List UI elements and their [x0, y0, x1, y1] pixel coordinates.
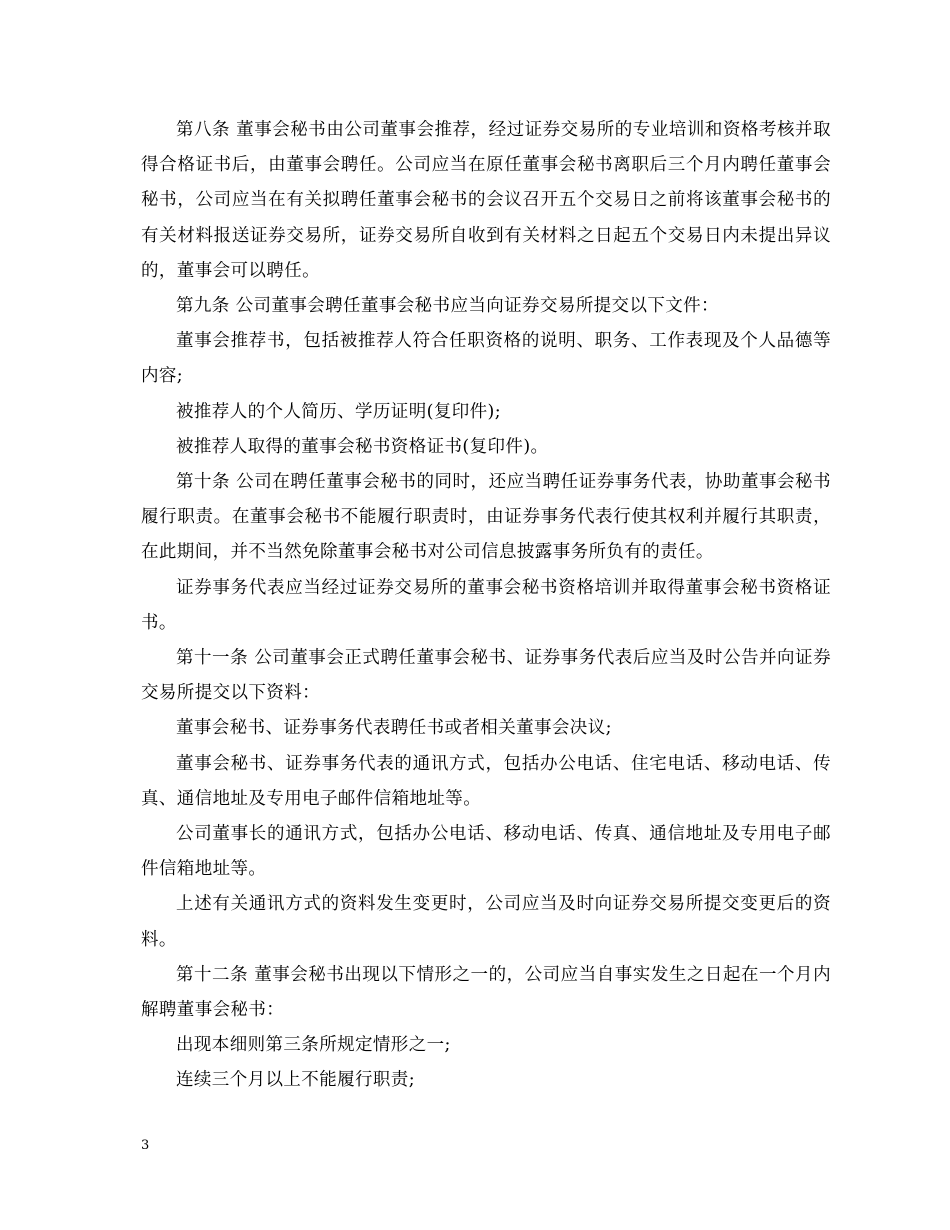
paragraph-qualification-certificate: 被推荐人取得的董事会秘书资格证书(复印件)。: [176, 436, 549, 457]
paragraph-contact-chairman: 公司董事长的通讯方式，包括办公电话、移动电话、传真、通信地址及专用电子邮件信箱地址等。: [141, 824, 831, 880]
paragraph-article-11: 第十一条 公司董事会正式聘任董事会秘书、证券事务代表后应当及时公告并向证券交易所提交以下资料：: [141, 648, 831, 704]
document-body: [141, 113, 831, 1099]
paragraph-contact-change: 上述有关通讯方式的资料发生变更时，公司应当及时向证券交易所提交变更后的资料。: [141, 894, 831, 950]
paragraph-article-10: 第十条 公司在聘任董事会秘书的同时，还应当聘任证券事务代表，协助董事会秘书履行职责。在董事会秘书不能履行职责时，由证券事务代表行使其权利并履行其职责，在此期间，并不当然免除董事会秘书对公司信息披露事务所负有的责任。: [141, 472, 831, 563]
paragraph-securities-representative: 证券事务代表应当经过证券交易所的董事会秘书资格培训并取得董事会秘书资格证书。: [141, 577, 831, 633]
paragraph-contact-secretary: 董事会秘书、证券事务代表的通讯方式，包括办公电话、住宅电话、移动电话、传真、通信地址及专用电子邮件信箱地址等。: [141, 753, 831, 809]
page-number: 3: [141, 1138, 150, 1153]
paragraph-resume: 被推荐人的个人简历、学历证明(复印件);: [176, 401, 502, 422]
paragraph-condition-three-months: 连续三个月以上不能履行职责;: [176, 1070, 415, 1091]
paragraph-article-8: 第八条 董事会秘书由公司董事会推荐，经过证券交易所的专业培训和资格考核并取得合格证书后，由董事会聘任。公司应当在原任董事会秘书离职后三个月内聘任董事会秘书，公司应当在有关拟聘任董事会秘书的会议召开五个交易日之前将该董事会秘书的有关材料报送证券交易所，证券交易所自收到有关材料之日起五个交易日内未提出异议的，董事会可以聘任。: [141, 120, 831, 281]
paragraph-appointment-letter: 董事会秘书、证券事务代表聘任书或者相关董事会决议;: [176, 718, 612, 739]
paragraph-article-9: 第九条 公司董事会聘任董事会秘书应当向证券交易所提交以下文件：: [176, 296, 719, 317]
paragraph-condition-article-3: 出现本细则第三条所规定情形之一;: [176, 1035, 451, 1056]
paragraph-article-12: 第十二条 董事会秘书出现以下情形之一的，公司应当自事实发生之日起在一个月内解聘董事会秘书：: [141, 964, 831, 1021]
paragraph-recommendation-letter: 董事会推荐书，包括被推荐人符合任职资格的说明、职务、工作表现及个人品德等内容;: [141, 331, 831, 387]
